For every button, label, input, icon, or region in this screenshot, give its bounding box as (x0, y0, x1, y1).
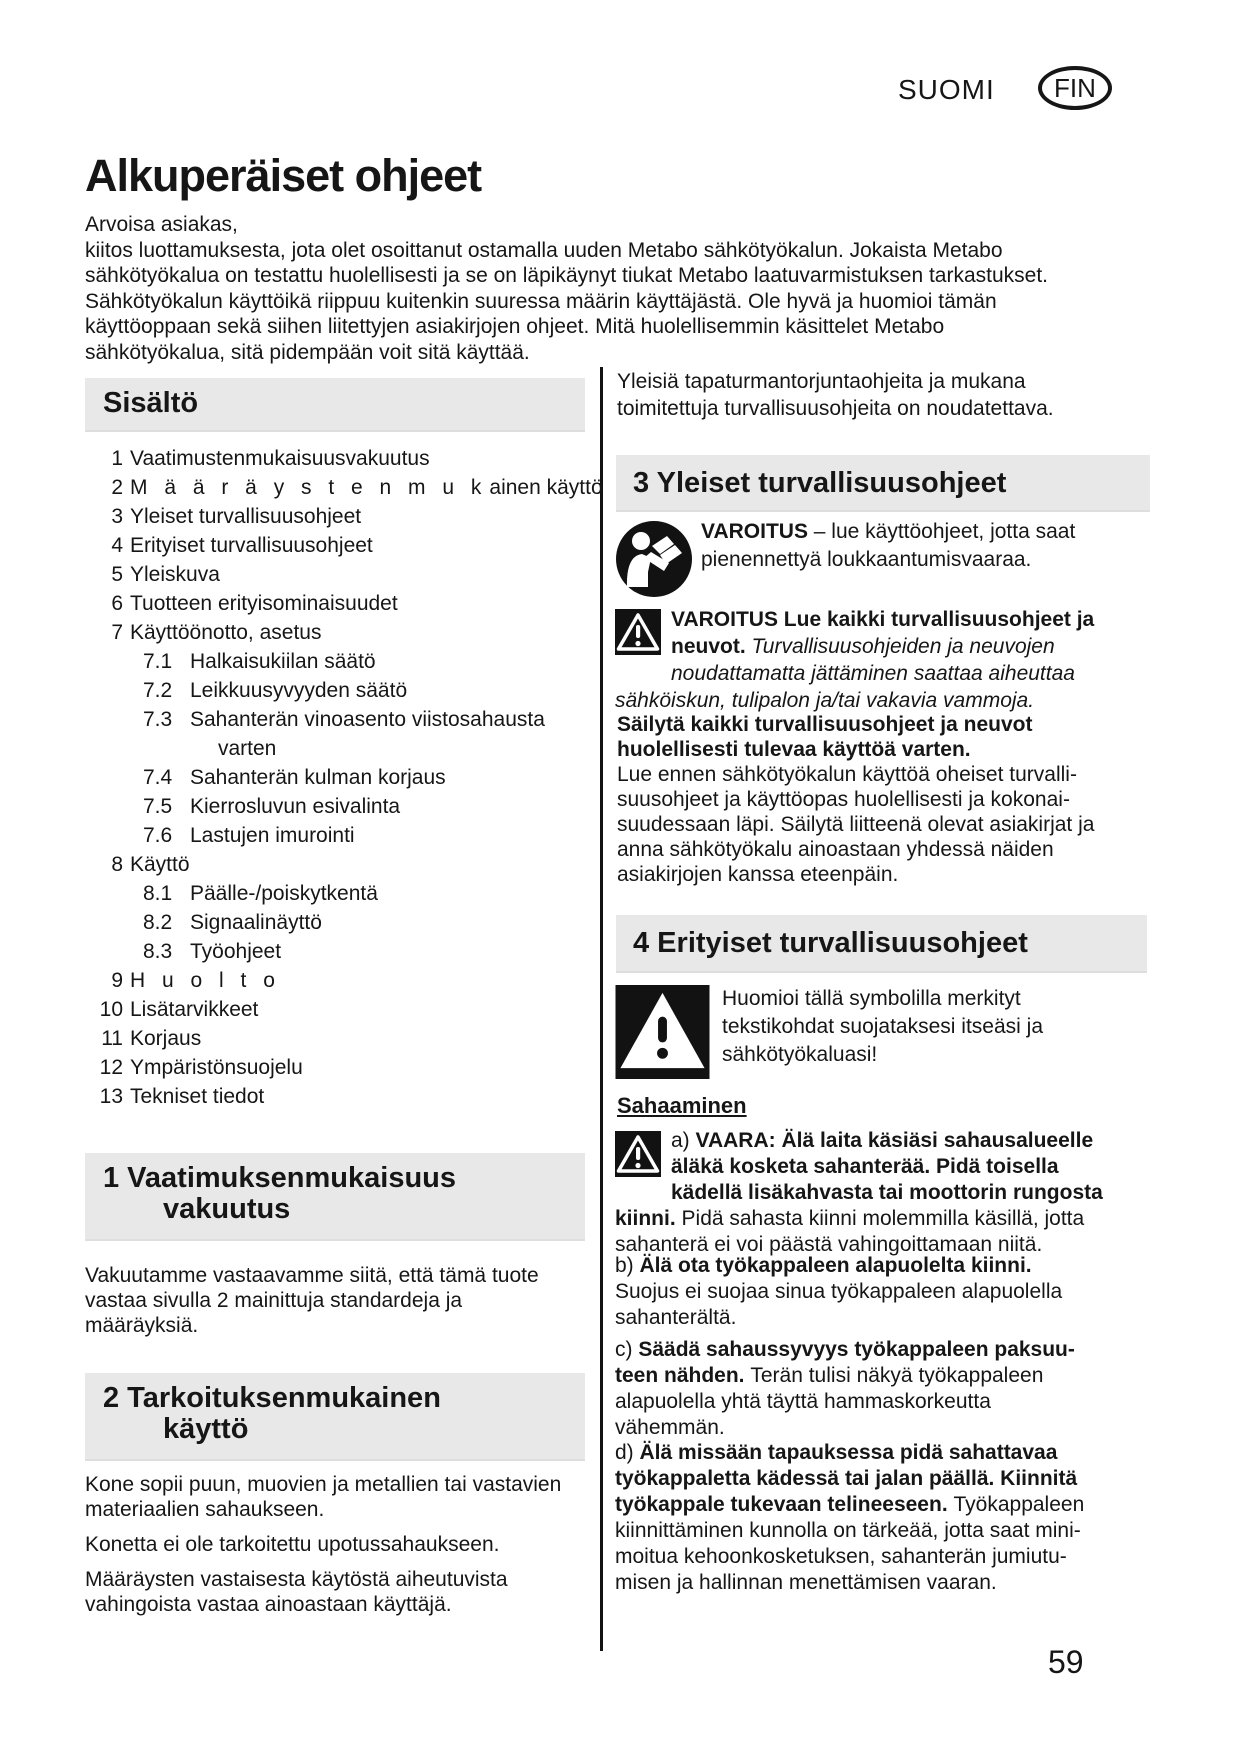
text-line: käyttöoppaan sekä siihen liitettyjen asiakirjojen ohjeet. Mitä huolellisemmin käsittelet Metabo (85, 315, 945, 338)
toc-item (93, 911, 603, 940)
toc-item-label: Tekniset tiedot (130, 1085, 265, 1108)
text-line (615, 633, 1163, 660)
toc-item (93, 447, 603, 476)
text-line: määräyksiä. (85, 1314, 199, 1337)
text-line (615, 1518, 1163, 1544)
toc-item-number: 7.2 (143, 679, 173, 702)
section-2-heading-line2: käyttö (163, 1413, 249, 1445)
toc-item-number: 7.4 (143, 766, 173, 789)
toc-item-label: Ympäristönsuojelu (130, 1056, 303, 1079)
toc-item-label: Työohjeet (190, 940, 282, 963)
text-segment: d) (615, 1441, 640, 1464)
toc-item (93, 795, 603, 824)
toc-item (93, 824, 603, 853)
text-segment: Säädä sahaussyvyys työkappaleen paksuu- (638, 1338, 1075, 1361)
text-line (615, 1337, 1163, 1363)
text-line (615, 1466, 1163, 1492)
toc-item-number: 5 (111, 563, 123, 586)
text-line (615, 1253, 1163, 1279)
text-segment: kädellä lisäkahvasta tai moottorin rungosta (671, 1181, 1103, 1204)
toc-item-label: Käyttöönotto, asetus (130, 621, 322, 644)
toc-item-number: 7 (111, 621, 123, 644)
attention-symbol-note (615, 985, 1160, 1083)
text-segment: kiinni. (615, 1207, 682, 1230)
sawing-heading: Sahaaminen (617, 1093, 747, 1118)
text-line (615, 1128, 1163, 1154)
text-line (615, 1440, 1163, 1466)
text-segment: suudessaan läpi. Säilytä liitteenä olevat asiakirjat ja (617, 813, 1095, 836)
toc-item-number: 8 (111, 853, 123, 876)
toc-item (93, 1085, 603, 1114)
section-2-heading-box (85, 1373, 585, 1461)
toc-item-label: Signaalinäyttö (190, 911, 322, 934)
toc-item (93, 766, 603, 795)
toc-item-label: Erityiset turvallisuusohjeet (130, 534, 373, 557)
toc-item (93, 882, 603, 911)
text-line: sähkötyökalua, sitä pidempään voit sitä käyttää. (85, 340, 530, 364)
toc-item-label-tail: ainen käyttö (489, 476, 603, 499)
toc-item-label: Halkaisukiilan säätö (190, 650, 376, 673)
text-line: Yleisiä tapaturmantorjuntaohjeita ja mukana (617, 370, 1026, 393)
text-segment: sahanterältä. (615, 1306, 737, 1329)
toc-item-number: 13 (99, 1085, 123, 1108)
text-line: toimitettuja turvallisuusohjeita on noudatettava. (617, 397, 1054, 420)
text-line (615, 1389, 1163, 1415)
section-1-heading-box (85, 1153, 585, 1241)
text-segment: Terän tulisi näkyä työkappaleen (750, 1364, 1044, 1387)
text-line: Vakuutamme vastaavamme siitä, että tämä tuote (85, 1264, 539, 1287)
toc-item-label: varten (218, 737, 277, 760)
toc-item (93, 505, 603, 534)
text-segment: VAROITUS (701, 520, 808, 543)
text-segment: Työkappaleen (953, 1493, 1085, 1516)
toc-item-label: Vaatimustenmukaisuusvakuutus (130, 447, 430, 470)
toc-item (93, 476, 603, 505)
toc-item-number: 10 (99, 998, 123, 1021)
toc-item (93, 621, 603, 650)
safety-item-c (615, 1337, 1163, 1441)
toc-item (93, 592, 603, 621)
toc-item-label: Korjaus (130, 1027, 202, 1050)
paragraph (85, 1472, 561, 1522)
toc-item-label: Yleiset turvallisuusohjeet (130, 505, 362, 528)
toc-item (93, 853, 603, 882)
text-segment: b) (615, 1254, 640, 1277)
toc-item (93, 737, 603, 766)
safety-item-d (615, 1440, 1163, 1596)
intro-paragraph (85, 212, 1048, 365)
text-segment: huolellisesti tulevaa käyttöä varten. (617, 738, 971, 761)
warning-triangle-icon (615, 1131, 661, 1177)
toc-item (93, 563, 603, 592)
toc-item-number: 8.2 (143, 911, 173, 934)
text-line (615, 1492, 1163, 1518)
text-segment: teen nähden. (615, 1364, 751, 1387)
page-title: Alkuperäiset ohjeet (85, 150, 482, 201)
read-all-warnings-block (615, 606, 1163, 714)
text-segment: tekstikohdat suojataksesi itseäsi ja (722, 1015, 1043, 1038)
toc-item-number: 8.1 (143, 882, 173, 905)
section-2-heading-line1: 2 Tarkoituksenmukainen (103, 1382, 441, 1414)
text-segment: Suojus ei suojaa sinua työkappaleen alapuolella (615, 1280, 1063, 1303)
text-segment: kiinnittäminen kunnolla on tärkeää, jotta saat mini- (615, 1519, 1081, 1542)
text-line (615, 660, 1163, 687)
text-segment: suusohjeet ja käyttöopas huolellisesti ja kokonai- (617, 788, 1070, 811)
text-line: Sähkötyökalun käyttöikä riippuu kuitenkin suuressa määrin käyttäjästä. Ole hyvä ja huomioi tämän (85, 289, 997, 313)
text-segment: a) (671, 1129, 696, 1152)
text-line (617, 712, 1162, 737)
attention-triangle-icon (615, 985, 710, 1079)
general-safety-lead (617, 368, 1054, 422)
toc-item-label: Lisätarvikkeet (130, 998, 259, 1021)
toc-item (93, 679, 603, 708)
text-segment: VAROITUS Lue kaikki turvallisuusohjeet ja (671, 608, 1095, 631)
text-segment: Pidä sahasta kiinni molemmilla käsillä, jotta (681, 1207, 1085, 1230)
text-segment: pienennettyä loukkaantumisvaaraa. (701, 548, 1032, 571)
toc-item-number: 6 (111, 592, 123, 615)
text-segment: vähemmän. (615, 1416, 725, 1439)
text-segment: Turvallisuusohjeiden ja neuvojen (751, 635, 1055, 658)
toc-item (93, 969, 603, 998)
text-line (617, 837, 1162, 862)
text-line: Konetta ei ole tarkoitettu upotussahaukseen. (85, 1533, 500, 1556)
toc-item (93, 1056, 603, 1085)
read-manual-warning (615, 518, 1160, 602)
text-segment: neuvot. (671, 635, 752, 658)
section-2-body (85, 1472, 561, 1627)
text-line (617, 737, 1162, 762)
toc-item-number: 7.3 (143, 708, 173, 731)
toc-item-number: 7.5 (143, 795, 173, 818)
text-line (615, 546, 1160, 574)
text-line: Arvoisa asiakas, (85, 213, 238, 236)
safety-item-a (615, 1128, 1163, 1258)
text-line (617, 762, 1162, 787)
text-line (615, 1363, 1163, 1389)
paragraph (85, 1532, 561, 1557)
text-line (615, 518, 1160, 546)
text-segment: alapuolella yhtä täyttä hammaskorkeutta (615, 1390, 991, 1413)
text-segment: Älä ota työkappaleen alapuolelta kiinni. (639, 1254, 1032, 1277)
text-line (615, 1570, 1163, 1596)
section-3-heading: 3 Yleiset turvallisuusohjeet (633, 467, 1007, 499)
toc-item (93, 1027, 603, 1056)
toc-item-number: 3 (111, 505, 123, 528)
text-segment: Huomioi tällä symbolilla merkityt (722, 987, 1021, 1010)
page-number: 59 (1048, 1644, 1084, 1680)
toc-item-number: 7.1 (143, 650, 173, 673)
text-line (617, 787, 1162, 812)
text-line (615, 1544, 1163, 1570)
section-4-heading-box (616, 915, 1147, 973)
text-line: vahingoista vastaa ainoastaan käyttäjä. (85, 1593, 452, 1616)
section-3-heading-box (616, 455, 1150, 512)
toc-item-number: 4 (111, 534, 123, 557)
toc-item-number: 8.3 (143, 940, 173, 963)
toc-item-label: Päälle-/poiskytkentä (190, 882, 378, 905)
text-segment: VAARA: Älä laita käsiäsi sahausalueelle (695, 1129, 1094, 1152)
language-badge: FIN (1038, 66, 1112, 110)
text-line (615, 1154, 1163, 1180)
text-line: materiaalien sahaukseen. (85, 1498, 325, 1521)
text-segment: Lue ennen sähkötyökalun käyttöä oheiset turvalli- (617, 763, 1077, 786)
toc-heading: Sisältö (103, 387, 199, 419)
toc-item-number: 7.6 (143, 824, 173, 847)
toc-item (93, 534, 603, 563)
text-segment: Älä missään tapauksessa pidä sahattavaa (639, 1441, 1058, 1464)
text-segment: anna sähkötyökalu ainoastaan yhdessä näiden (617, 838, 1054, 861)
text-line (615, 1180, 1163, 1206)
toc-heading-box (85, 378, 585, 432)
paragraph (85, 1567, 561, 1617)
text-segment: c) (615, 1338, 639, 1361)
text-segment: työkappaletta kädessä tai jalan päällä. Kiinnitä (615, 1467, 1078, 1490)
toc-item-label: Tuotteen erityisominaisuudet (130, 592, 398, 615)
text-line (615, 1279, 1163, 1305)
text-segment: misen ja hallinnan menettämisen vaaran. (615, 1571, 997, 1594)
toc-item-label: M ä ä r ä y s t e n m u k (130, 476, 482, 499)
text-line (617, 812, 1162, 837)
text-segment: Säilytä kaikki turvallisuusohjeet ja neuvot (617, 713, 1033, 736)
toc-item-number: 1 (111, 447, 123, 470)
text-line: kiitos luottamuksesta, jota olet osoittanut ostamalla uuden Metabo sähkötyökalun. Jokaista Metabo (85, 238, 1003, 262)
toc-item-number: 2 (111, 476, 123, 499)
text-segment: sähköiskun, tulipalon ja/tai vakavia vammoja. (615, 689, 1035, 712)
toc-item-label: Yleiskuva (130, 563, 220, 586)
section-1-body (85, 1263, 539, 1338)
warning-triangle-icon (615, 609, 661, 655)
toc-item (93, 650, 603, 679)
toc-item-label: Lastujen imurointi (190, 824, 355, 847)
text-line (615, 1415, 1163, 1441)
toc-item-number: 11 (101, 1027, 123, 1050)
text-line (617, 862, 1162, 887)
toc-item-label: Kierrosluvun esivalinta (190, 795, 401, 818)
text-line: sähkötyökalua on testattu huolellisesti ja se on läpikäynyt tiukat Metabo laatuvarmistuksen tarkastukset. (85, 264, 1049, 287)
toc-item-number: 9 (111, 969, 123, 992)
text-segment: moitua kehoonkosketuksen, sahanterän jumiutu- (615, 1545, 1067, 1568)
section-1-heading-line2: vakuutus (163, 1193, 291, 1225)
toc-item-label: H u o l t o (130, 969, 275, 992)
text-segment: äläkä kosketa sahanterää. Pidä toisella (671, 1155, 1059, 1178)
safety-item-b (615, 1253, 1163, 1331)
toc-item-label: Sahanterän kulman korjaus (190, 766, 446, 789)
text-segment: asiakirjojen kanssa eteenpäin. (617, 863, 899, 886)
text-line (615, 687, 1163, 714)
text-line: vastaa sivulla 2 mainittuja standardeja ja (85, 1289, 463, 1312)
text-segment: sähkötyökaluasi! (722, 1043, 878, 1066)
toc-item (93, 708, 603, 737)
toc-item (93, 998, 603, 1027)
text-segment: noudattamatta jättäminen saattaa aiheuttaa (671, 662, 1075, 685)
toc-item (93, 940, 603, 969)
text-segment: sahanterä ei voi päästä vahingoittamaan niitä. (615, 1233, 1043, 1256)
text-segment: – lue käyttöohjeet, jotta saat (807, 520, 1076, 543)
text-line (615, 1206, 1163, 1232)
section-4-heading: 4 Erityiset turvallisuusohjeet (633, 927, 1028, 959)
text-segment: työkappale tukevaan telineeseen. (615, 1493, 954, 1516)
keep-instructions-paragraph (617, 712, 1162, 887)
read-manual-icon (615, 520, 693, 598)
toc-item-label: Leikkuusyvyyden säätö (190, 679, 408, 702)
toc-item-number: 12 (99, 1056, 123, 1079)
table-of-contents (93, 447, 603, 1114)
language-label: SUOMI (898, 74, 995, 105)
text-line (615, 1305, 1163, 1331)
toc-item-label: Sahanterän vinoasento viistosahausta (190, 708, 545, 731)
text-line: Määräysten vastaisesta käytöstä aiheutuvista (85, 1568, 508, 1591)
text-line (615, 606, 1163, 633)
toc-item-label: Käyttö (130, 853, 190, 876)
section-1-heading-line1: 1 Vaatimuksenmukaisuus (103, 1162, 456, 1194)
text-line: Kone sopii puun, muovien ja metallien tai vastavien (85, 1473, 562, 1496)
